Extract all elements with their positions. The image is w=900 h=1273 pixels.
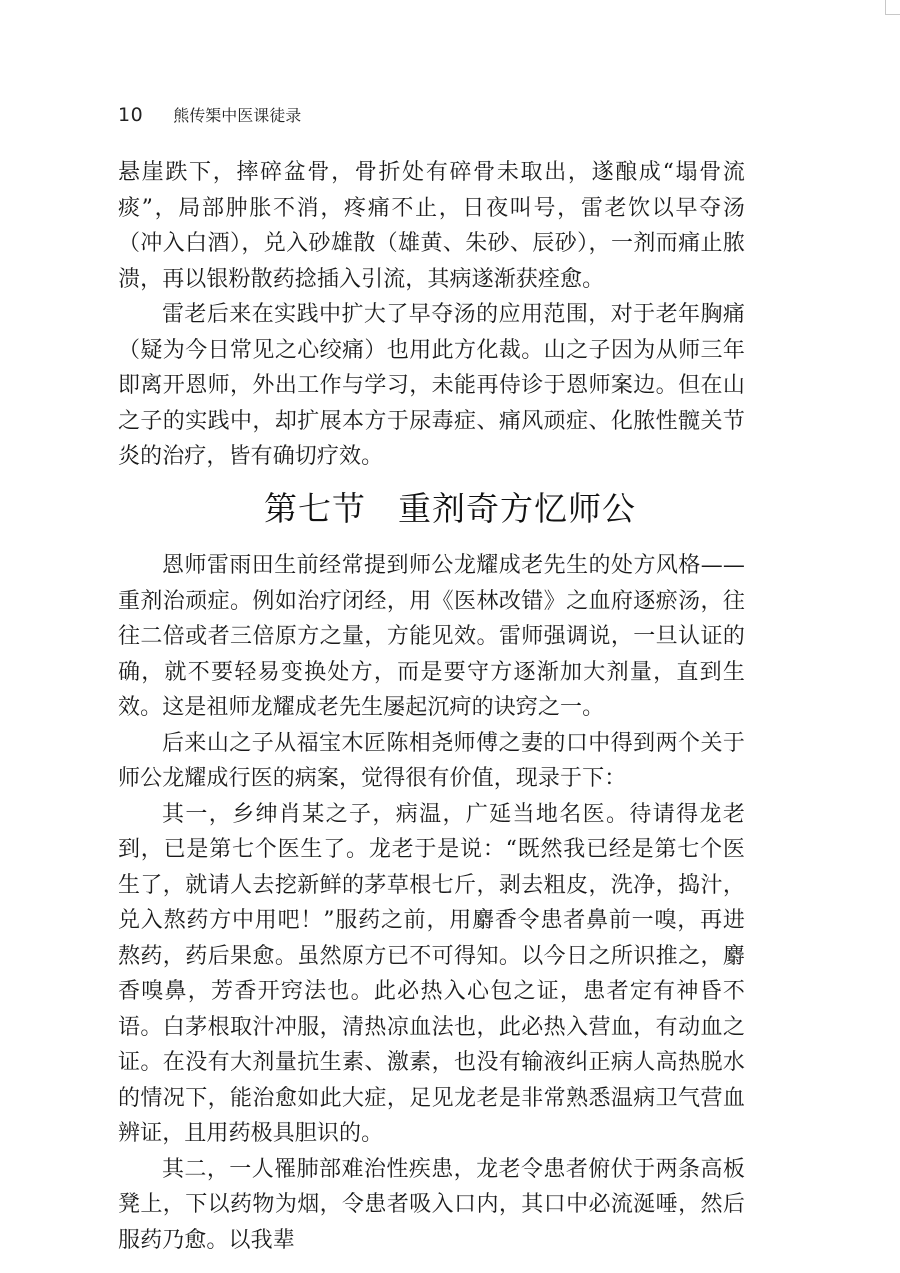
body-text-top [118, 155, 745, 475]
paragraph-continued: 悬崖跌下，摔碎盆骨，骨折处有碎骨未取出，遂酿成“塌骨流痰”，局部肿胀不消，疼痛不止，日夜叫号，雷老饮以早夺汤（冲入白酒），兑入砂雄散（雄黄、朱砂、辰砂），一剂而痛止脓溃，再以银粉散药捻插入引流，其病遂渐获痊愈。 [118, 160, 745, 292]
body-text-bottom [118, 548, 745, 1258]
page-corner-mark [885, 0, 900, 15]
section-title-text: 重剂奇方忆师公 [398, 489, 636, 528]
paragraph: 雷老后来在实践中扩大了早夺汤的应用范围，对于老年胸痛（疑为今日常见之心绞痛）也用此方化裁。山之子因为从师三年即离开恩师，外出工作与学习，未能再侍诊于恩师案边。但在山之子的实践中，却扩展本方于尿毒症、痛风顽症、化脓性髋关节炎的治疗，皆有确切疗效。 [118, 302, 745, 469]
page-number: 10 [118, 104, 144, 126]
paragraph: 后来山之子从福宝木匠陈相尧师傅之妻的口中得到两个关于师公龙耀成行医的病案，觉得很有价值，现录于下： [118, 730, 745, 791]
section-number: 第七节 [264, 489, 366, 528]
paragraph: 其一，乡绅肖某之子，病温，广延当地名医。待请得龙老到，已是第七个医生了。龙老于是说：“既然我已经是第七个医生了，就请人去挖新鲜的茅草根七斤，剥去粗皮，洗净，捣汁，兑入熬药方中用吧！”服药之前，用麝香令患者鼻前一嗅，再进熬药，药后果愈。虽然原方已不可得知。以今日之所识推之，麝香嗅鼻，芳香开窍法也。此必热入心包之证，患者定有神昏不语。白茅根取汁冲服，清热凉血法也，此必热入营血，有动血之证。在没有大剂量抗生素、激素，也没有输液纠正病人高热脱水的情况下，能治愈如此大症，足见龙老是非常熟悉温病卫气营血辨证，且用药极具胆识的。 [118, 801, 745, 1146]
paragraph: 恩师雷雨田生前经常提到师公龙耀成老先生的处方风格——重剂治顽症。例如治疗闭经，用《医林改错》之血府逐瘀汤，往往二倍或者三倍原方之量，方能见效。雷师强调说，一旦认证的确，就不要轻易变换处方，而是要守方逐渐加大剂量，直到生效。这是祖师龙耀成老先生屡起沉疴的诀窍之一。 [118, 553, 745, 720]
page-header [118, 103, 301, 131]
paragraph: 其二，一人罹肺部难治性疾患，龙老令患者俯伏于两条高板凳上，下以药物为烟，令患者吸入口内，其口中必流涎唾，然后服药乃愈。以我辈 [118, 1156, 745, 1253]
running-title: 熊传榘中医课徒录 [173, 106, 302, 125]
section-heading [0, 483, 900, 530]
